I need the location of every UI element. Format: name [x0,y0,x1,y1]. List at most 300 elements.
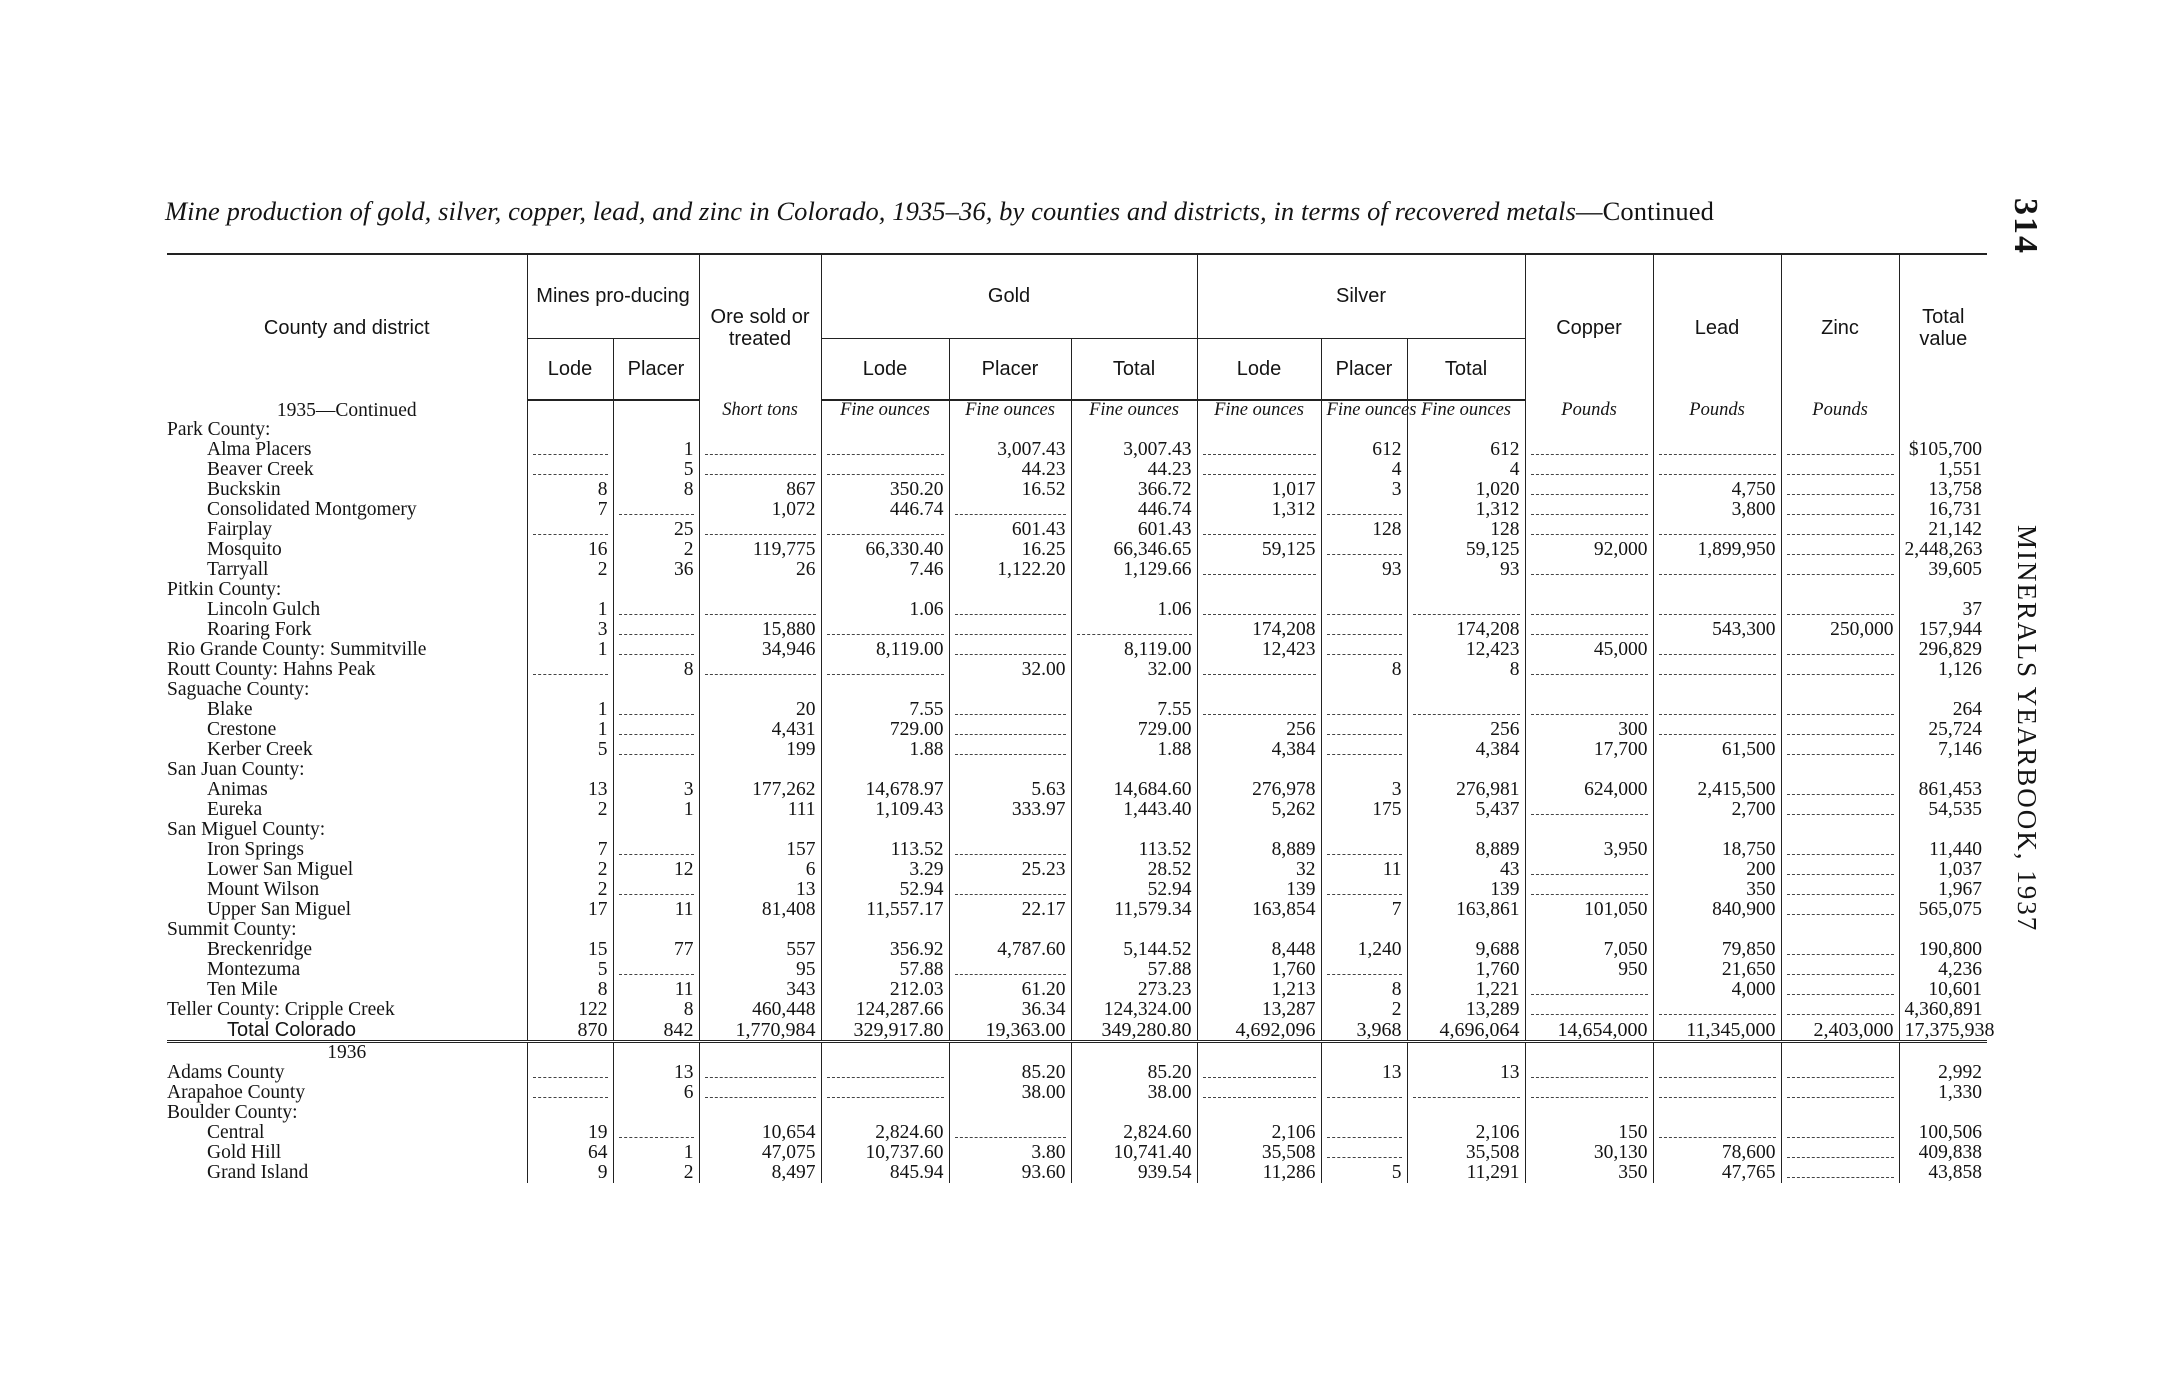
table-cell: 25.23 [949,860,1071,880]
table-cell: 7.55 [821,700,949,720]
row-label: Ten Mile [207,979,278,1000]
empty-cell [1525,700,1653,720]
leader-dash [1787,1006,1894,1015]
empty-cell [1197,460,1321,480]
table-cell: 10,741.40 [1071,1143,1197,1163]
row-label: Adams County [167,1062,285,1083]
leader-dash [1787,606,1894,615]
leader-dash [1531,446,1648,455]
table-cell: 2,415,500 [1653,780,1781,800]
leader-dash [1659,606,1776,615]
leader-dash [1413,706,1520,715]
table-cell: 276,981 [1407,780,1525,800]
table-cell: 2 [613,1163,699,1183]
empty-cell [821,520,949,540]
table-cell: 845.94 [821,1163,949,1183]
row-label: Teller County: Cripple Creek [167,999,395,1020]
table-cell: 8 [613,660,699,680]
table-row [167,840,1987,860]
table-cell: 35,508 [1407,1143,1525,1163]
table-cell: 1,312 [1197,500,1321,520]
leader-dash [705,1069,816,1078]
table-cell: 2,992 [1899,1063,1987,1083]
table-cell: 11,291 [1407,1163,1525,1183]
leader-dash [827,1069,944,1078]
leader-dash [1327,606,1402,615]
row-label: Roaring Fork [207,619,312,640]
empty-cell [527,520,613,540]
leader-dash [955,746,1066,755]
table-cell: 350 [1525,1163,1653,1183]
table-cell: 15 [527,940,613,960]
empty-cell [1197,440,1321,460]
table-cell: 2 [527,860,613,880]
table-cell: 8 [527,980,613,1000]
unit-silver-total: Fine ounces [1407,400,1525,420]
row-label: Breckenridge [207,939,313,960]
table-cell: 4,000 [1653,980,1781,1000]
table-cell: 3,800 [1653,500,1781,520]
empty-cell [1781,520,1899,540]
leader-dash [1787,986,1894,995]
header-silver-total: Total [1407,338,1525,400]
leader-dash [1787,486,1894,495]
table-cell: 14,684.60 [1071,780,1197,800]
table-row [167,440,1987,460]
leader-dash [1327,626,1402,635]
table-cell: 4,431 [699,720,821,740]
table-row [167,1020,1987,1042]
table-cell: 8,119.00 [821,640,949,660]
empty-cell [1653,600,1781,620]
empty-cell [1781,780,1899,800]
table-cell: 100,506 [1899,1123,1987,1143]
table-cell: 2,448,263 [1899,540,1987,560]
table-cell: 273.23 [1071,980,1197,1000]
table-cell: 2,106 [1197,1123,1321,1143]
leader-dash [827,1089,944,1098]
leader-dash [955,606,1066,615]
empty-cell [613,700,699,720]
table-cell: 1,443.40 [1071,800,1197,820]
empty-cell [1653,1000,1781,1020]
empty-cell [1525,800,1653,820]
table-row [167,540,1987,560]
leader-dash [533,1089,608,1098]
table-cell: 38.00 [949,1083,1071,1103]
table-cell: 11,345,000 [1653,1020,1781,1042]
leader-dash [1787,506,1894,515]
table-cell: 612 [1321,440,1407,460]
leader-dash [1787,446,1894,455]
table-cell: 1,899,950 [1653,540,1781,560]
leader-dash [1327,546,1402,555]
table-cell: 8,448 [1197,940,1321,960]
leader-dash [1659,1069,1776,1078]
table-cell: 124,287.66 [821,1000,949,1020]
table-cell: 12 [613,860,699,880]
table-cell: 52.94 [1071,880,1197,900]
table-cell: 1 [527,720,613,740]
row-label: Tarryall [207,559,269,580]
table-cell: 199 [699,740,821,760]
leader-dash [705,666,816,675]
leader-dash [955,1129,1066,1138]
empty-cell [1653,1083,1781,1103]
table-cell: 1.88 [821,740,949,760]
leader-dash [1531,486,1648,495]
leader-dash [1531,1089,1648,1098]
table-cell: 3 [613,780,699,800]
empty-cell [1653,700,1781,720]
table-cell: 4,692,096 [1197,1020,1321,1042]
page-number: 314 [2007,198,2044,255]
table-cell: 177,262 [699,780,821,800]
table-cell: 20 [699,700,821,720]
table-cell: 11 [1321,860,1407,880]
table-cell: 8,889 [1197,840,1321,860]
leader-dash [533,526,608,535]
empty-cell [1525,560,1653,580]
empty-cell [1321,640,1407,660]
empty-cell [1653,440,1781,460]
table-caption: Mine production of gold, silver, copper, lead, and zinc in Colorado, 1935–36, by counties and districts, in terms of recovered metals—Continued [165,196,1714,226]
header-mines-producing: Mines pro-ducing [527,254,699,338]
table-cell: 19 [527,1123,613,1143]
empty-cell [1197,1063,1321,1083]
unit-gold-lode: Fine ounces [821,400,949,420]
leader-dash [1531,886,1648,895]
row-label: Gold Hill [207,1142,282,1163]
row-label: Pitkin County: [167,579,282,600]
table-cell: 329,917.80 [821,1020,949,1042]
table-cell: 6 [613,1083,699,1103]
leader-dash [1203,566,1316,575]
leader-dash [1787,906,1894,915]
table-cell: 1 [527,600,613,620]
table-row [167,500,1987,520]
table-cell: 7 [527,500,613,520]
empty-cell [949,840,1071,860]
table-cell: 6 [699,860,821,880]
table-cell: 861,453 [1899,780,1987,800]
empty-cell [1321,840,1407,860]
empty-cell [949,740,1071,760]
table-row [167,760,1987,780]
empty-cell [1781,940,1899,960]
empty-cell [1781,960,1899,980]
table-row [167,700,1987,720]
table-cell: 842 [613,1020,699,1042]
table-row [167,880,1987,900]
leader-dash [955,626,1066,635]
table-cell: 1,551 [1899,460,1987,480]
leader-dash [1531,806,1648,815]
table-cell: 1,109.43 [821,800,949,820]
leader-dash [1327,506,1402,515]
leader-dash [1659,466,1776,475]
empty-cell [1407,600,1525,620]
table-cell: 1,126 [1899,660,1987,680]
empty-cell [1781,500,1899,520]
table-cell: 624,000 [1525,780,1653,800]
leader-dash [1203,446,1316,455]
leader-dash [1327,746,1402,755]
leader-dash [1531,466,1648,475]
empty-cell [699,660,821,680]
empty-cell [821,660,949,680]
table-cell: 2,824.60 [1071,1123,1197,1143]
table-cell: 543,300 [1653,620,1781,640]
table-row [167,1000,1987,1020]
table-cell: 8 [1407,660,1525,680]
table-cell: 3,968 [1321,1020,1407,1042]
empty-cell [1321,960,1407,980]
leader-dash [1787,1169,1894,1178]
table-cell: 5 [613,460,699,480]
empty-cell [1525,600,1653,620]
leader-dash [705,466,816,475]
table-cell: 8 [1321,660,1407,680]
table-cell: 36 [613,560,699,580]
leader-dash [1787,1129,1894,1138]
empty-cell [1781,1063,1899,1083]
table-cell: 139 [1407,880,1525,900]
table-row [167,780,1987,800]
table-cell: 939.54 [1071,1163,1197,1183]
row-label: Montezuma [207,959,301,980]
leader-dash [1787,566,1894,575]
table-cell: 2,700 [1653,800,1781,820]
empty-cell [1781,540,1899,560]
row-label: Consolidated Montgomery [207,499,417,520]
empty-cell [1653,1063,1781,1083]
leader-dash [533,1069,608,1078]
leader-dash [705,1089,816,1098]
table-cell: 1,760 [1197,960,1321,980]
table-cell: 1,129.66 [1071,560,1197,580]
leader-dash [1327,1149,1402,1158]
leader-dash [1659,566,1776,575]
table-cell: 2 [613,540,699,560]
leader-dash [1203,526,1316,535]
table-cell: 13,758 [1899,480,1987,500]
leader-dash [1531,1006,1648,1015]
table-cell: 13,289 [1407,1000,1525,1020]
empty-cell [699,1083,821,1103]
leader-dash [705,606,816,615]
row-label: Buckskin [207,479,281,500]
leader-dash [1413,1089,1520,1098]
leader-dash [1531,986,1648,995]
table-cell: 9 [527,1163,613,1183]
header-total-value: Total value [1899,254,1987,400]
table-cell: 2 [527,880,613,900]
table-cell: 16,731 [1899,500,1987,520]
empty-cell [1321,1123,1407,1143]
table-cell: 66,346.65 [1071,540,1197,560]
leader-dash [619,646,694,655]
table-cell: 175 [1321,800,1407,820]
row-label: Routt County: Hahns Peak [167,659,376,680]
empty-cell [1781,1000,1899,1020]
table-cell: 343 [699,980,821,1000]
leader-dash [827,526,944,535]
table-cell: 11 [613,980,699,1000]
empty-cell [1525,440,1653,460]
table-cell: 1,072 [699,500,821,520]
row-label: Upper San Miguel [207,899,352,920]
table-cell: 7.55 [1071,700,1197,720]
leader-dash [1659,1006,1776,1015]
table-cell: 256 [1197,720,1321,740]
table-row [167,600,1987,620]
table-cell: 11,557.17 [821,900,949,920]
table-cell: 163,861 [1407,900,1525,920]
table-cell: 59,125 [1197,540,1321,560]
table-cell: 47,075 [699,1143,821,1163]
table-row [167,580,1987,600]
leader-dash [1327,846,1402,855]
leader-dash [955,886,1066,895]
row-label: Lincoln Gulch [207,599,321,620]
table-cell: 14,678.97 [821,780,949,800]
table-cell: 7,050 [1525,940,1653,960]
empty-cell [949,500,1071,520]
leader-dash [1531,1069,1648,1078]
leader-dash [1787,526,1894,535]
leader-dash [827,666,944,675]
leader-dash [1531,526,1648,535]
empty-cell [1197,1083,1321,1103]
leader-dash [1327,1129,1402,1138]
table-cell: 28.52 [1071,860,1197,880]
leader-dash [1787,746,1894,755]
table-row [167,980,1987,1000]
table-header [167,254,1987,400]
table-cell: 300 [1525,720,1653,740]
empty-cell [1197,660,1321,680]
leader-dash [1531,666,1648,675]
empty-cell [1525,1063,1653,1083]
header-lead: Lead [1653,254,1781,400]
row-label: Animas [207,779,268,800]
leader-dash [1659,1089,1776,1098]
empty-cell [1781,720,1899,740]
empty-cell [1197,520,1321,540]
table-row [167,920,1987,940]
empty-cell [1071,620,1197,640]
header-copper: Copper [1525,254,1653,400]
leader-dash [955,506,1066,515]
table-cell: 5,437 [1407,800,1525,820]
table-cell: 12,423 [1197,640,1321,660]
table-cell: 113.52 [1071,840,1197,860]
table-cell: 1,312 [1407,500,1525,520]
table-cell: 26 [699,560,821,580]
table-cell: 12,423 [1407,640,1525,660]
empty-cell [949,640,1071,660]
table-cell: 4 [1321,460,1407,480]
table-cell: 3,007.43 [1071,440,1197,460]
table-cell: 1 [613,1143,699,1163]
header-gold-total: Total [1071,338,1197,400]
table-cell: 139 [1197,880,1321,900]
leader-dash [1787,886,1894,895]
empty-cell [1321,1143,1407,1163]
leader-dash [1659,1129,1776,1138]
row-label: San Juan County: [167,759,305,780]
table-cell: 446.74 [821,500,949,520]
row-label: Lower San Miguel [207,859,354,880]
leader-dash [619,506,694,515]
row-label: Alma Placers [207,439,312,460]
table-cell: 36.34 [949,1000,1071,1020]
table-cell: 13 [527,780,613,800]
empty-cell [613,960,699,980]
table-cell: 1,020 [1407,480,1525,500]
table-cell: 66,330.40 [821,540,949,560]
table-cell: 729.00 [821,720,949,740]
empty-cell [1781,840,1899,860]
table-cell: 870 [527,1020,613,1042]
table-row [167,1083,1987,1103]
leader-dash [1531,626,1648,635]
table-cell: 163,854 [1197,900,1321,920]
table-cell: 13,287 [1197,1000,1321,1020]
leader-dash [955,726,1066,735]
header-mines-lode: Lode [527,338,613,400]
unit-copper: Pounds [1525,400,1653,420]
table-cell: 22.17 [949,900,1071,920]
empty-cell [821,620,949,640]
table-cell: 61.20 [949,980,1071,1000]
leader-dash [533,466,608,475]
leader-dash [1413,606,1520,615]
table-cell: 119,775 [699,540,821,560]
table-row [167,1063,1987,1083]
table-cell: 13 [613,1063,699,1083]
table-cell: 7,146 [1899,740,1987,760]
table-cell: 77 [613,940,699,960]
table-cell: 5.63 [949,780,1071,800]
table-cell: 150 [1525,1123,1653,1143]
leader-dash [619,966,694,975]
empty-cell [1653,520,1781,540]
unit-lead: Pounds [1653,400,1781,420]
table-cell: 7 [527,840,613,860]
empty-cell [1781,980,1899,1000]
table-cell: 1 [613,800,699,820]
table-cell: 1,967 [1899,880,1987,900]
table-cell: 1,017 [1197,480,1321,500]
table-cell: 1,037 [1899,860,1987,880]
leader-dash [1787,846,1894,855]
table-cell: 4,384 [1407,740,1525,760]
table-cell: 32.00 [949,660,1071,680]
empty-cell [949,700,1071,720]
empty-cell [1653,660,1781,680]
empty-cell [1321,1083,1407,1103]
table-cell: 2 [527,800,613,820]
table-cell: 111 [699,800,821,820]
table-cell: 79,850 [1653,940,1781,960]
table-cell: 34,946 [699,640,821,660]
leader-dash [1203,1069,1316,1078]
empty-cell [821,1063,949,1083]
table-cell: 601.43 [1071,520,1197,540]
empty-cell [613,640,699,660]
